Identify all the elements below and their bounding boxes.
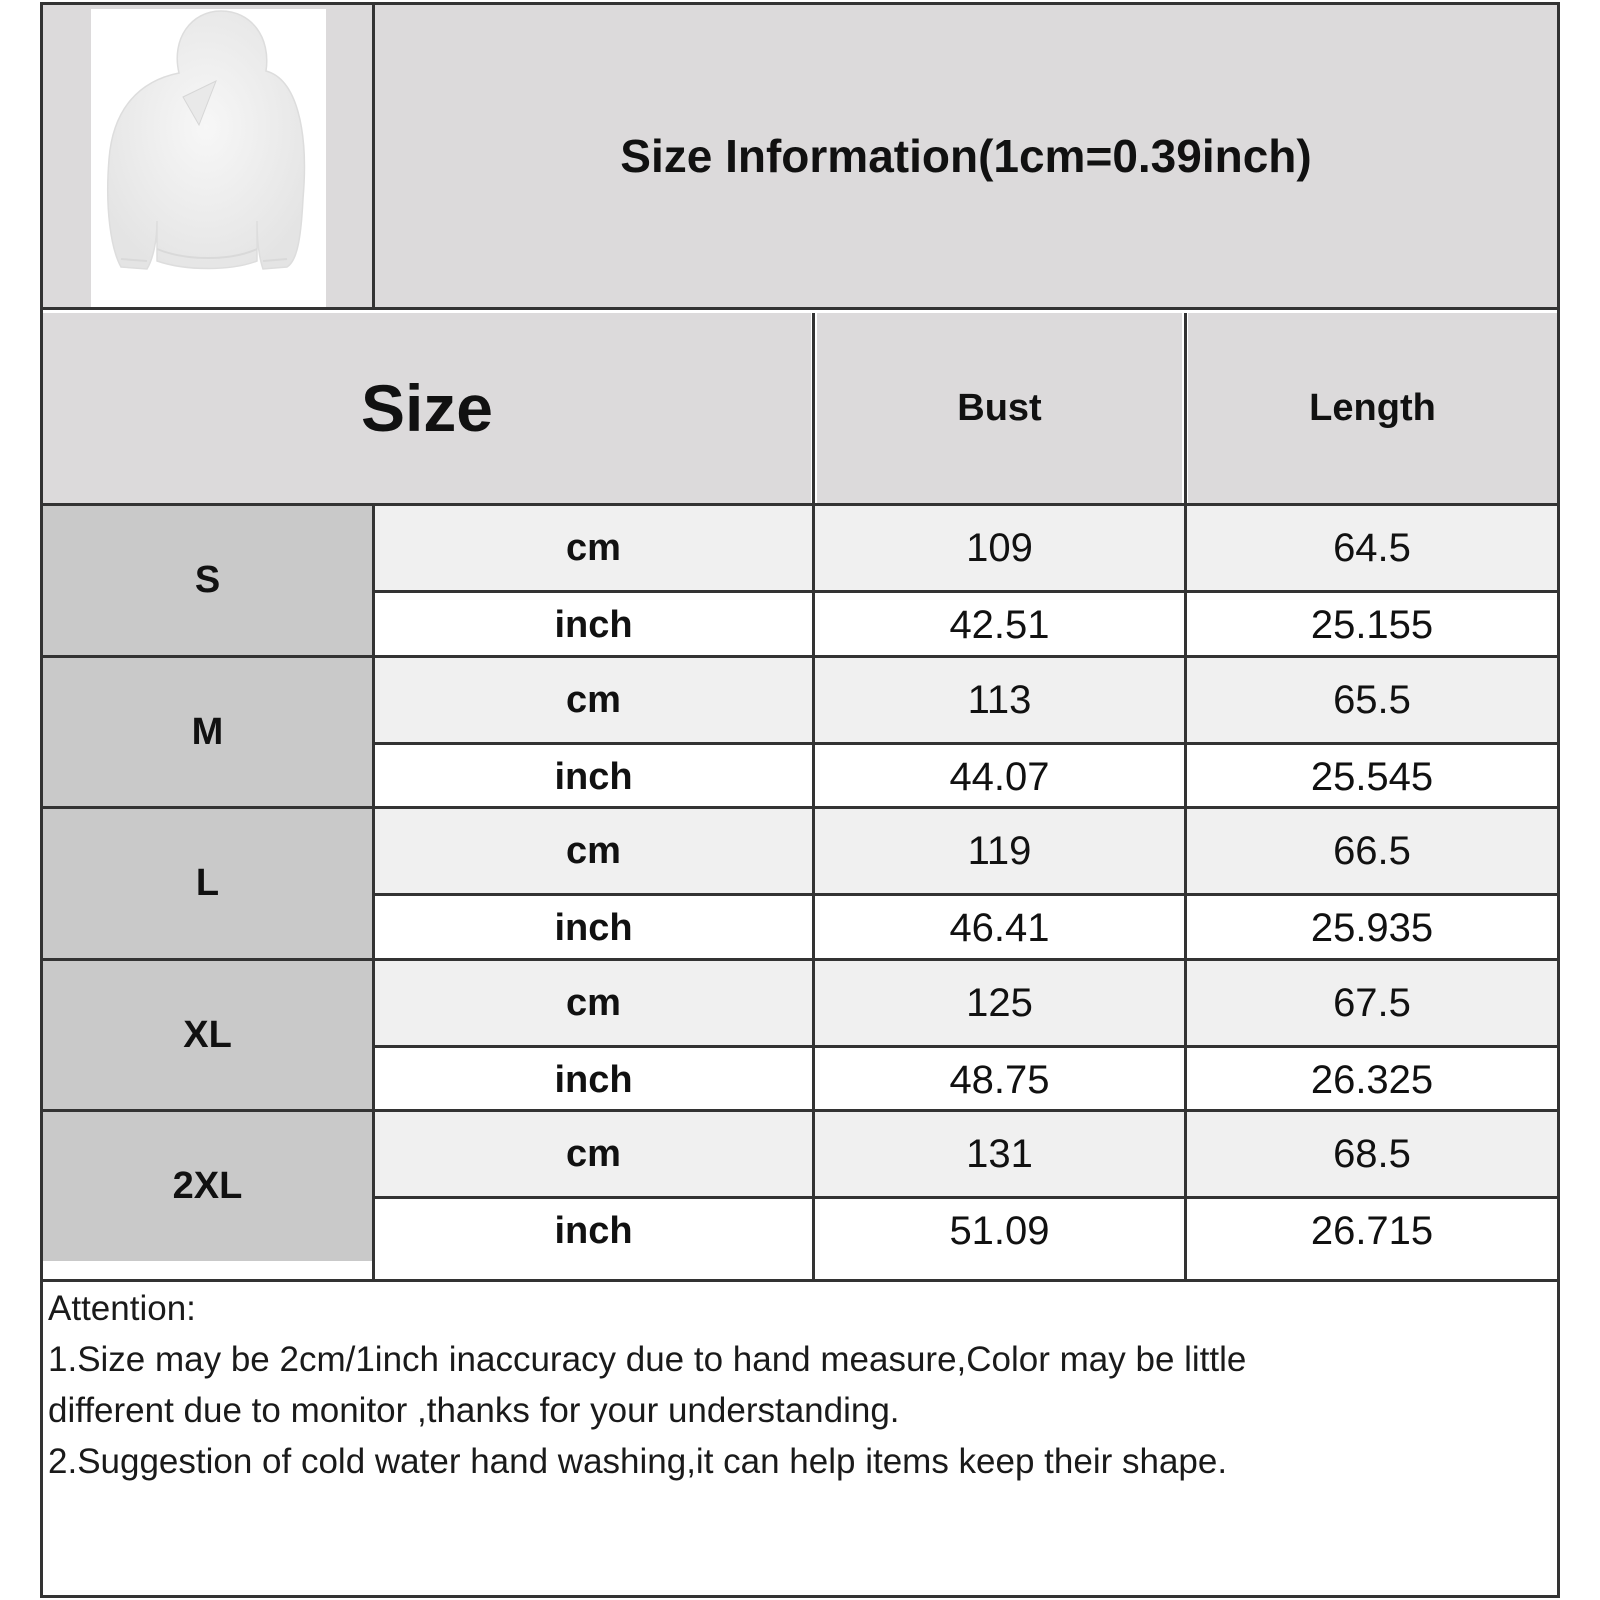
unit-label: cm: [375, 809, 812, 893]
unit-label: inch: [375, 1048, 812, 1113]
size-label: S: [43, 506, 372, 655]
unit-label: inch: [375, 593, 812, 658]
unit-label: inch: [375, 745, 812, 810]
divider: [43, 1279, 1557, 1282]
length-value: 25.935: [1187, 896, 1557, 961]
divider: [375, 1196, 1557, 1199]
divider: [43, 655, 1557, 658]
size-label: 2XL: [43, 1112, 372, 1261]
divider: [1184, 313, 1187, 1279]
length-value: 64.5: [1187, 506, 1557, 590]
attention-notes: [48, 1283, 1548, 1487]
bust-value: 119: [815, 809, 1184, 893]
length-value: 67.5: [1187, 961, 1557, 1045]
length-value: 25.155: [1187, 593, 1557, 658]
divider: [375, 1045, 1557, 1048]
divider: [43, 307, 1557, 310]
bust-value: 42.51: [815, 593, 1184, 658]
divider: [375, 742, 1557, 745]
size-label: L: [43, 809, 372, 958]
length-value: 68.5: [1187, 1112, 1557, 1196]
divider: [43, 503, 1557, 506]
page-title: Size Information(1cm=0.39inch): [375, 5, 1557, 307]
bust-value: 125: [815, 961, 1184, 1045]
divider: [375, 590, 1557, 593]
bust-value: 46.41: [815, 896, 1184, 961]
divider: [372, 505, 375, 1279]
bust-value: 109: [815, 506, 1184, 590]
size-label: XL: [43, 961, 372, 1110]
size-label: M: [43, 658, 372, 807]
length-value: 26.325: [1187, 1048, 1557, 1113]
unit-label: inch: [375, 896, 812, 961]
length-value: 26.715: [1187, 1199, 1557, 1264]
divider: [372, 5, 375, 307]
bust-value: 131: [815, 1112, 1184, 1196]
bust-value: 48.75: [815, 1048, 1184, 1113]
notes-line: different due to monitor ,thanks for your understanding.: [48, 1391, 900, 1430]
unit-label: cm: [375, 506, 812, 590]
length-value: 66.5: [1187, 809, 1557, 893]
unit-label: cm: [375, 658, 812, 742]
bust-value: 113: [815, 658, 1184, 742]
size-column-header: Size: [43, 313, 811, 503]
length-column-header: Length: [1188, 313, 1557, 503]
divider: [43, 958, 1557, 961]
bust-column-header: Bust: [817, 313, 1182, 503]
divider: [375, 893, 1557, 896]
unit-label: inch: [375, 1199, 812, 1264]
bust-value: 44.07: [815, 745, 1184, 810]
divider: [812, 313, 815, 1279]
bust-value: 51.09: [815, 1199, 1184, 1264]
notes-heading: Attention:: [48, 1289, 196, 1328]
length-value: 65.5: [1187, 658, 1557, 742]
product-image-cell: [43, 5, 372, 307]
notes-line: 1.Size may be 2cm/1inch inaccuracy due to hand measure,Color may be little: [48, 1340, 1247, 1379]
divider: [43, 1109, 1557, 1112]
length-value: 25.545: [1187, 745, 1557, 810]
white-hoodie-image: [91, 9, 326, 307]
notes-line: 2.Suggestion of cold water hand washing,it can help items keep their shape.: [48, 1442, 1228, 1481]
divider: [43, 806, 1557, 809]
unit-label: cm: [375, 961, 812, 1045]
unit-label: cm: [375, 1112, 812, 1196]
